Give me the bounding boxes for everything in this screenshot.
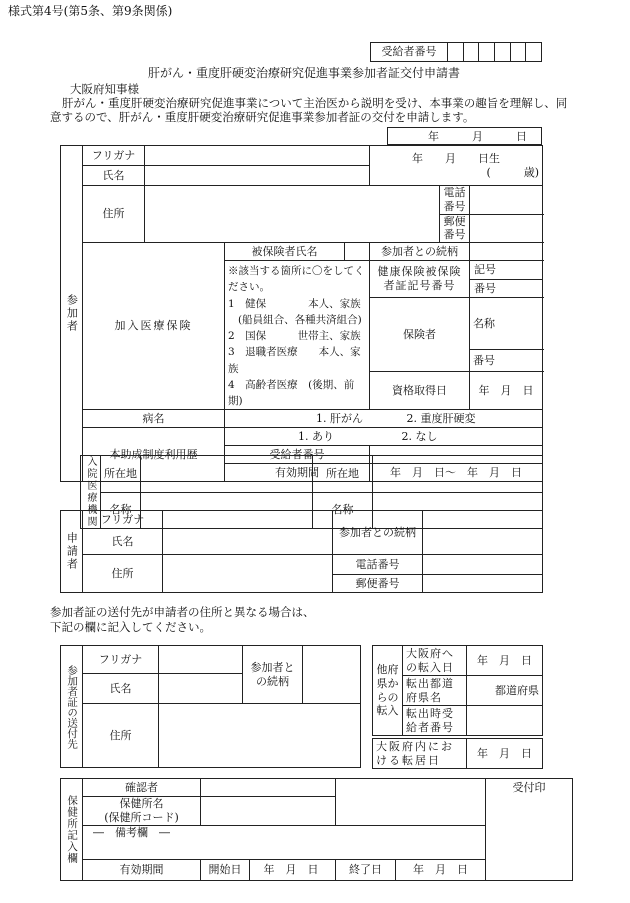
from-pref-label: 転出都道府県名: [403, 676, 467, 706]
receipt-stamp-box: [486, 779, 573, 881]
recipient-number-label: 受給者番号: [371, 43, 448, 62]
hospital-name-label-2: 名称: [313, 492, 373, 529]
delivery-name-field[interactable]: [159, 674, 243, 704]
applicant-side-label: 申請者: [61, 511, 83, 593]
hospital-location-field[interactable]: [141, 456, 313, 493]
in-date-label: 大阪府への転入日: [403, 646, 467, 676]
intro-line-1: 肝がん・重度肝硬変治療研究促進事業について主治医から説明を受け、本事業の趣旨を理解し、同: [62, 96, 568, 110]
insurance-option-1: 1 健保 本人、家族: [228, 297, 361, 310]
delivery-relation-field[interactable]: [303, 646, 361, 704]
delivery-address-field[interactable]: [159, 704, 361, 768]
insurance-option-1-note: (船員組合、各種共済組合): [238, 313, 362, 326]
insurer-number-label: 番号: [473, 354, 496, 368]
delivery-furigana-label: フリガナ: [83, 646, 159, 674]
hospital-location-label: 所在地: [101, 456, 141, 493]
disease-label: 病名: [83, 410, 225, 428]
age: ( 歳): [486, 165, 540, 179]
receipt-stamp-label: 受付印: [512, 781, 546, 794]
applicant-furigana-field[interactable]: [163, 511, 333, 529]
center-name-label: [83, 797, 201, 826]
number-label: 番号: [474, 282, 497, 295]
end-value[interactable]: 年 月 日: [396, 859, 486, 880]
applicant-postal-label: 郵便番号: [333, 575, 423, 593]
applicant-furigana-label: フリガナ: [83, 511, 163, 529]
insurance-option-3: 3 退職者医療 本人、家族: [228, 346, 361, 375]
disease-option-1: 1. 肝がん: [316, 412, 363, 426]
center-name: 保健所名: [119, 797, 164, 810]
remarks-field[interactable]: [83, 825, 486, 859]
card-symbol-label: 健康保険被保険者証記号番号: [370, 261, 470, 298]
digit-box[interactable]: [526, 43, 542, 62]
hospital-location-field-2[interactable]: [373, 456, 543, 493]
delivery-relation-label: 参加者との続柄: [243, 646, 303, 704]
hospital-name-label: 名称: [101, 492, 141, 529]
disease-option-2: 2. 重度肝硬変: [406, 412, 476, 426]
end-label: 終了日: [336, 859, 396, 880]
qualification-date-label: 資格取得日: [370, 372, 470, 410]
history-recipient-no-label: 受給者番号: [225, 446, 370, 464]
page-title: 肝がん・重度肝硬変治療研究促進事業参加者証交付申請書: [148, 66, 461, 80]
health-center-side-label: 保健所記入欄: [61, 779, 83, 881]
address-field[interactable]: [145, 186, 440, 243]
delivery-name-label: 氏名: [83, 674, 159, 704]
transfer-side-label: 他府県からの転入: [373, 646, 403, 736]
within-transfer-table: [372, 738, 543, 769]
start-label: 開始日: [201, 860, 250, 880]
center-code: (保健所コード): [104, 810, 179, 824]
application-date-box[interactable]: [387, 127, 542, 145]
within-transfer-label: 大阪府内における転居日: [373, 739, 467, 769]
in-date-field[interactable]: 年 月 日: [467, 646, 543, 676]
insurer-name-label: 名称: [473, 316, 496, 330]
applicant-relation-label: 参加者との続柄: [333, 511, 423, 555]
delivery-table: [60, 645, 361, 768]
history-label: 本助成制度利用歴: [83, 428, 225, 482]
phone-label: 電話番号: [440, 186, 470, 215]
insurer-label: 保険者: [370, 298, 470, 372]
insured-name-field[interactable]: [345, 243, 370, 261]
insured-name-label: 被保険者氏名: [225, 243, 345, 261]
hospital-label: 入院医療機関: [81, 456, 101, 529]
digit-box[interactable]: [494, 43, 510, 62]
addressee: 大阪府知事様: [70, 82, 139, 96]
name-label: 氏名: [83, 166, 145, 186]
hospital-location-label-2: 所在地: [313, 456, 373, 493]
postal-label: 郵便番号: [440, 214, 470, 243]
furigana-label: フリガナ: [83, 146, 145, 166]
postal-field[interactable]: [470, 214, 543, 243]
recipient-number-box: [370, 42, 542, 62]
applicant-table: [60, 510, 543, 593]
relation-label: 参加者との続柄: [370, 243, 470, 261]
start-value: 年 月 日: [263, 862, 319, 876]
insurance-note: ※該当する箇所に〇をしてください。: [228, 265, 365, 294]
history-valid-field[interactable]: 年 月 日～ 年 月 日: [370, 464, 543, 482]
applicant-name-field[interactable]: [163, 529, 333, 555]
transfer-table: [372, 645, 543, 736]
checker-label: 確認者: [83, 779, 201, 797]
application-date: 年 月 日: [428, 130, 527, 143]
within-transfer-field[interactable]: 年 月 日: [467, 739, 543, 769]
center-blank: [336, 779, 486, 826]
qualification-date-field[interactable]: 年 月 日: [470, 372, 543, 410]
delivery-side-label: 参加者証の送付先: [61, 646, 83, 768]
insurance-option-2: 2 国保 世帯主、家族: [228, 330, 361, 343]
receive-no-field[interactable]: [467, 706, 543, 736]
note-line-1: 参加者証の送付先が申請者の住所と異なる場合は、: [50, 605, 315, 619]
delivery-address-label: 住所: [83, 704, 159, 768]
birth-date-field[interactable]: [370, 146, 543, 186]
center-name-field[interactable]: [201, 797, 336, 826]
delivery-furigana-field[interactable]: [159, 646, 243, 674]
checker-field[interactable]: [201, 779, 336, 797]
name-field[interactable]: [145, 166, 370, 186]
relation-field[interactable]: [470, 243, 543, 261]
disease-options[interactable]: [225, 410, 543, 428]
history-options[interactable]: [225, 428, 543, 446]
symbol-label: 記号: [470, 261, 542, 280]
applicant-postal-field[interactable]: [423, 575, 543, 593]
applicant-address-field[interactable]: [163, 555, 333, 593]
participant-side-label: 参加者: [61, 146, 83, 482]
card-symbol-fields[interactable]: [470, 261, 543, 298]
furigana-field[interactable]: [145, 146, 370, 166]
form-number: 様式第4号(第5条、第9条関係): [8, 4, 173, 18]
digit-box[interactable]: [510, 43, 526, 62]
intro-line-2: 意するので、肝がん・重度肝硬変治療研究促進事業参加者証の交付を申請します。: [50, 110, 475, 124]
receive-no-label: 転出時受給者番号: [403, 706, 467, 736]
health-center-table: [60, 778, 573, 881]
phone-field[interactable]: [470, 186, 543, 215]
insurer-number-field[interactable]: [470, 350, 543, 372]
digit-box[interactable]: [479, 43, 495, 62]
applicant-name-label: 氏名: [83, 529, 163, 555]
applicant-phone-field[interactable]: [423, 555, 543, 575]
insurance-type-options[interactable]: [225, 261, 370, 410]
applicant-phone-label: 電話番号: [333, 555, 423, 575]
digit-box[interactable]: [448, 43, 464, 62]
valid-period-label: 有効期間: [83, 859, 201, 880]
digit-box[interactable]: [463, 43, 479, 62]
insurer-name-field[interactable]: [470, 298, 543, 350]
insurance-label: 加入医療保険: [83, 243, 225, 410]
history-valid-label: 有効期間: [225, 464, 370, 482]
remarks-label: ― 備考欄 ―: [93, 825, 170, 839]
birth-date: 年 月 日生: [412, 151, 501, 165]
address-label: 住所: [83, 186, 145, 243]
applicant-address-label: 住所: [83, 555, 163, 593]
history-yes: 1. あり: [298, 430, 334, 444]
history-no: 2. なし: [401, 430, 438, 444]
participant-table: [60, 145, 543, 482]
start-date-cell[interactable]: [201, 859, 336, 880]
from-pref-field[interactable]: 都道府県: [467, 676, 543, 706]
note-line-2: 下記の欄に記入してください。: [50, 620, 211, 634]
insurance-option-4: 4 高齢者医療 (後期、前期): [228, 378, 355, 408]
applicant-relation-field[interactable]: [423, 511, 543, 555]
